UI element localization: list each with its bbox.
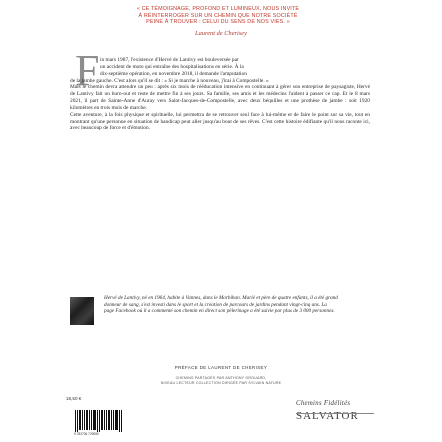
- price-label: 18,50 €: [66, 396, 82, 401]
- publisher-block: [296, 400, 386, 422]
- quote-byline: Laurent de Cherisey: [195, 30, 247, 37]
- cover-quote: [68, 6, 368, 26]
- paragraph: Mais le chemin devra attendre un peu : après six mois de rééducation intensive en continuant à gérer son entreprise de paysagiste, Hervé de Lantivy fait un burn-out et reste de mettre fin à ses jours. Sa famille, ses amis et les médecins l'aident à passer ce cap. Et le 8 mars 2021, il part de Sainte-Anne d'Auray vers Saint-Jacques-de-Compostelle, avec deux béquilles et une prothèse de jambe : soit 1920 kilomètres en trois mois de marche.: [70, 84, 370, 111]
- quote-line: PEINE À TROUVER : CELUI DU SENS DE NOS VIES. »: [146, 19, 290, 26]
- publisher-name: SALVATOR: [296, 410, 359, 422]
- barcode-area: [66, 396, 146, 440]
- credit-line: CHEMINS PARTAGÉS PAR ANTHONY GROUARD,: [175, 376, 267, 380]
- author-bio: Hervé de Lantivy, né en 1964, habite à Vannes, dans le Morbihan. Marié et père de quatre enfants, il a été grand donneur de sang, s'est investi dans le sport et la création de parcours de jardins pendant vingt-cinq ans. La page Facebook où il a commenté son chemin en direct son pèlerinage a été suivie par plus de 3 000 personnes.: [104, 295, 338, 315]
- paragraph: Cette aventure, à la fois physique et spirituelle, lui permettra de se retrouver seul face à lui-même et de faire le point sur sa vie, tout en montrant qu'une personne en situation de handicap peut aller jusqu'au bout de ses rêves. C'est cette histoire édifiante qu'il nous raconte ici, avec beaucoup de force et d'émotion.: [70, 111, 370, 132]
- text-line: un accident de moto qui entraîne des hospitalisations en série. À la: [100, 63, 244, 70]
- isbn-number: 9 782706 729050: [74, 432, 99, 436]
- back-cover-text: [70, 57, 370, 132]
- preface-credit: PRÉFACE DE LAURENT DE CHERISEY: [174, 365, 268, 370]
- barcode-icon: [75, 410, 123, 432]
- quote-line: À RÉINTERROGER SUR UN CHEMIN QUE NOTRE SOCIÉTÉ: [138, 12, 298, 19]
- paragraph: de la jambe gauche. C'est alors qu'il se dit : « Si je marche à nouveau, j'irai à Compostelle. »: [70, 77, 269, 84]
- drop-cap: F: [75, 46, 100, 95]
- publisher-logo: Chemins Fidélités: [296, 400, 351, 407]
- text-line: dix-septième opération, en novembre 2018, il demande l'amputation: [100, 70, 247, 77]
- author-photo: [70, 297, 94, 325]
- cover-credit: [0, 376, 442, 385]
- publisher-divider: [296, 413, 374, 414]
- text-line: in mars 1987, l'existence d'Hervé de Lantivy est bouleversée par: [100, 57, 239, 63]
- credit-line: NIVEAU LECTEUR COLLECTION DIRIGÉE PAR SYLVAIN NATURE: [160, 380, 282, 385]
- quote-line: « CE TÉMOIGNAGE, PROFOND ET LUMINEUX, NOUS INVITE: [136, 6, 300, 12]
